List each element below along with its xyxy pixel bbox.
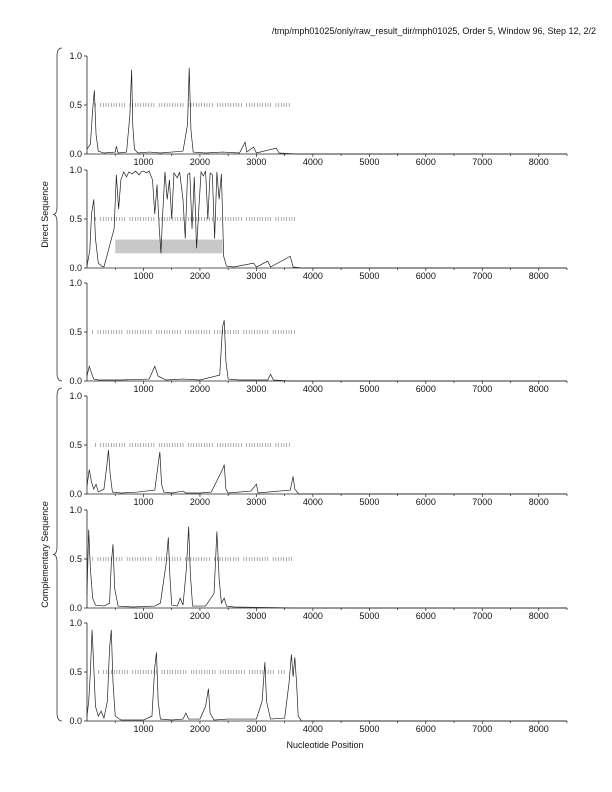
panel-5 — [69, 505, 567, 621]
series-line — [87, 68, 567, 154]
x-tick-label: 1000 — [133, 384, 154, 394]
y-tick-label: 1.0 — [69, 505, 82, 515]
x-tick-label: 1000 — [133, 497, 154, 507]
y-tick-label: 0.0 — [69, 263, 82, 273]
x-tick-label: 8000 — [528, 724, 549, 734]
x-tick-label: 5000 — [359, 497, 380, 507]
x-tick-label: 4000 — [302, 497, 323, 507]
x-tick-label: 6000 — [415, 271, 436, 281]
x-tick-label: 5000 — [359, 384, 380, 394]
y-tick-label: 0.0 — [69, 376, 82, 386]
y-tick-label: 0.5 — [69, 554, 82, 564]
x-axis-label: Nucleotide Position — [286, 740, 364, 750]
x-tick-label: 4000 — [302, 157, 323, 167]
x-tick-label: 8000 — [528, 497, 549, 507]
x-tick-label: 1000 — [133, 724, 154, 734]
x-tick-label: 4000 — [302, 611, 323, 621]
y-tick-label: 0.5 — [69, 667, 82, 677]
figure-title: /tmp/mph01025/only/raw_result_dir/mph01025, Order 5, Window 96, Step 12, 2/2 — [271, 26, 596, 36]
x-tick-label: 3000 — [246, 611, 267, 621]
y-tick-label: 0.5 — [69, 100, 82, 110]
series-line — [87, 527, 567, 608]
x-tick-label: 3000 — [246, 157, 267, 167]
group-label: Direct Sequence — [40, 181, 50, 248]
x-tick-label: 2000 — [189, 271, 210, 281]
x-tick-label: 2000 — [189, 384, 210, 394]
group-brace — [53, 48, 62, 381]
x-tick-label: 3000 — [246, 271, 267, 281]
x-tick-label: 5000 — [359, 724, 380, 734]
x-tick-label: 2000 — [189, 611, 210, 621]
x-tick-label: 3000 — [246, 724, 267, 734]
x-tick-label: 8000 — [528, 611, 549, 621]
y-tick-label: 0.0 — [69, 489, 82, 499]
x-tick-label: 4000 — [302, 271, 323, 281]
x-tick-label: 8000 — [528, 271, 549, 281]
group-label: Complementary Sequence — [40, 501, 50, 608]
x-tick-label: 1000 — [133, 271, 154, 281]
panels-layer — [69, 51, 567, 734]
x-tick-label: 6000 — [415, 384, 436, 394]
x-tick-label: 2000 — [189, 724, 210, 734]
y-tick-label: 1.0 — [69, 391, 82, 401]
series-line — [87, 630, 567, 721]
x-tick-label: 7000 — [472, 497, 493, 507]
highlight-box — [115, 240, 222, 254]
x-tick-label: 2000 — [189, 157, 210, 167]
y-tick-label: 0.0 — [69, 603, 82, 613]
y-tick-label: 1.0 — [69, 165, 82, 175]
group-brace — [53, 388, 62, 721]
y-tick-label: 1.0 — [69, 51, 82, 61]
series-line — [87, 171, 567, 268]
x-tick-label: 6000 — [415, 157, 436, 167]
group-1 — [40, 48, 62, 381]
panel-4 — [69, 391, 567, 507]
x-tick-label: 7000 — [472, 157, 493, 167]
x-tick-label: 5000 — [359, 611, 380, 621]
y-tick-label: 0.0 — [69, 716, 82, 726]
groups-layer — [40, 48, 62, 721]
y-tick-label: 0.5 — [69, 214, 82, 224]
x-tick-label: 4000 — [302, 724, 323, 734]
x-tick-label: 6000 — [415, 724, 436, 734]
panel-1 — [69, 51, 567, 167]
y-tick-label: 1.0 — [69, 618, 82, 628]
x-tick-label: 4000 — [302, 384, 323, 394]
x-tick-label: 8000 — [528, 157, 549, 167]
y-tick-label: 0.5 — [69, 440, 82, 450]
x-tick-label: 6000 — [415, 497, 436, 507]
x-tick-label: 5000 — [359, 157, 380, 167]
x-tick-label: 1000 — [133, 157, 154, 167]
group-2 — [40, 388, 62, 721]
y-tick-label: 0.5 — [69, 327, 82, 337]
x-tick-label: 3000 — [246, 384, 267, 394]
series-line — [87, 450, 567, 494]
x-tick-label: 1000 — [133, 611, 154, 621]
series-line — [87, 320, 567, 381]
x-tick-label: 7000 — [472, 384, 493, 394]
x-tick-label: 7000 — [472, 724, 493, 734]
x-tick-label: 7000 — [472, 611, 493, 621]
x-tick-label: 8000 — [528, 384, 549, 394]
panel-2 — [69, 165, 567, 281]
x-tick-label: 3000 — [246, 497, 267, 507]
panel-3 — [69, 278, 567, 394]
x-tick-label: 5000 — [359, 271, 380, 281]
x-tick-label: 6000 — [415, 611, 436, 621]
y-tick-label: 1.0 — [69, 278, 82, 288]
y-tick-label: 0.0 — [69, 149, 82, 159]
x-tick-label: 7000 — [472, 271, 493, 281]
panel-6 — [69, 618, 567, 734]
x-tick-label: 2000 — [189, 497, 210, 507]
